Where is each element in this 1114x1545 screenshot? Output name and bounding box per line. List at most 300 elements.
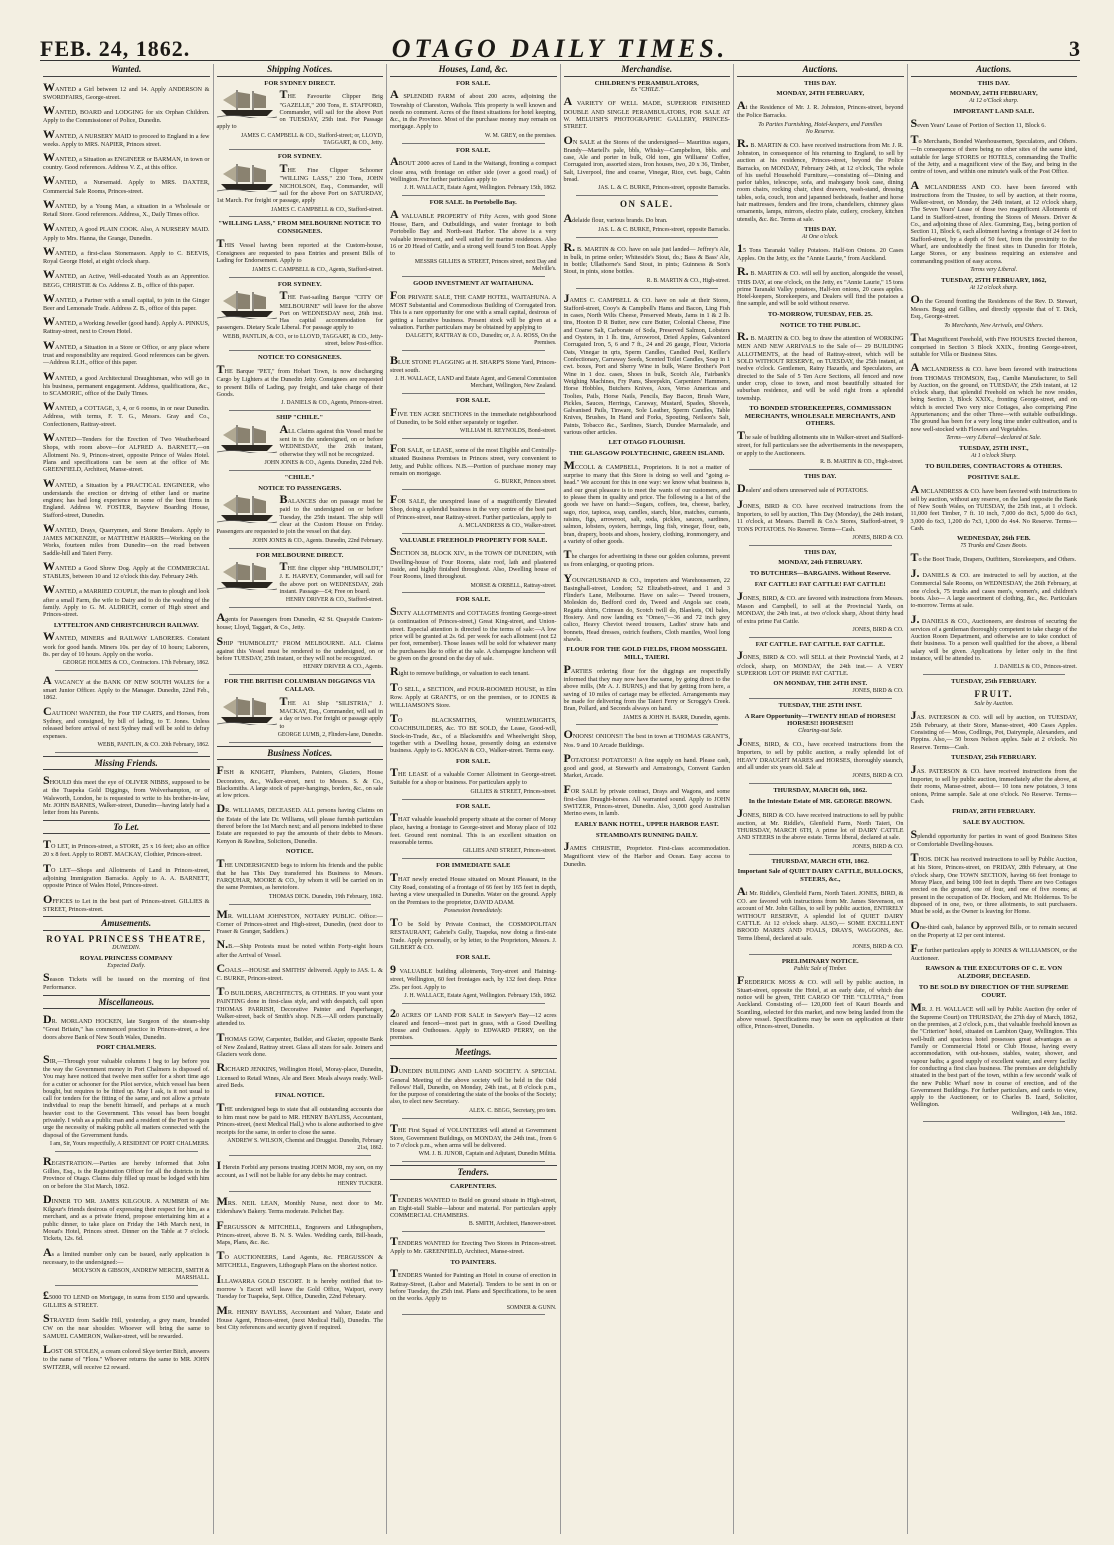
ad-title: TO BE SOLD BY DIRECTION OF THE SUPREME COURT. (918, 984, 1069, 999)
ad-signature: ANDREW S. WILSON, Chemist and Druggist. Dunedin, February 21st, 1862. (227, 1138, 383, 1151)
advertisement: COALS.—HOUSE and SMITHS' delivered. Apply to JAS. L. & C. BURKE, Princes-street. (216, 960, 383, 982)
ad-signature: GILLIES & STREET, Princes-street. (470, 788, 557, 795)
masthead (40, 36, 1080, 61)
advertisement: JAS. PATERSON & CO. have received instructions from the Importer, to sell by public auction, immediately after the above, at their rooms, Manse-street, about— 10 tons new potatoes, 3 tons onions, Prime sample. Sale at one o'clock. No Reserve. Terms—Cash. (910, 761, 1077, 805)
ad-signature: MORSE & ORBELL, Rattray-street. (470, 582, 557, 589)
advertisement: R. B. MARTIN & CO. will sell by auction, alongside the vessel, THIS DAY, at one o'clock, on the Jetty, ex "Annie Laurie," 15 tons prime Taranaki Valley potatoes, Half-ton onions, 20 cases apples. Hotel-keepers, Storekeepers, and Dealers will find the potatoes a fine sample, and will be sold without reserve. (737, 264, 904, 308)
ad-title: FAT CATTLE. FAT CATTLE. FAT CATTLE. (755, 640, 885, 648)
ad-signature: I am, Sir, Yours respectfully, A RESIDENT OF PORT CHALMERS. (49, 1141, 210, 1148)
page-number: 3 (1069, 36, 1080, 61)
advertisement: LOST OR STOLEN, a cream colored Skye terrier Bitch, answers to the name of "Flora." Whoever returns the same to MR. JOHN SWITZER, will receive £2 reward. (43, 1342, 210, 1371)
ad-divider (923, 674, 1066, 675)
ad-signature: HENRY DRIVER & CO., Agents. (303, 664, 383, 671)
advertisement: WANTED, MINERS and RAILWAY LABORERS. Constant work for good hands. Miners 10s. per day of 10 hours; Laborers, 8s. per day of 10 hours. Apply on the works. (43, 629, 210, 658)
advertisement: WANTED, a MARRIED COUPLE, the man to plough and look after a small Farm, the wife to Dairy and to do the washing of the family. Apply to G. M. ALDRICH, corner of High street and Princes-street. (43, 582, 210, 619)
ad-subtitle: At 12 o'Clock sharp. (969, 98, 1019, 105)
ad-title: GOOD INVESTMENT AT WAITAHUNA. (413, 280, 534, 288)
ad-title: Important Sale of QUIET DAIRY CATTLE, BULLOCKS, STEERS, &c., (737, 868, 903, 884)
ad-divider (55, 670, 198, 671)
advertisement: R. B. MARTIN & CO. have on sale just landed— Jeffrey's Ale, in bulk, in prime order; Whiteside's Stout, do.; Bass & Bass' Ale, in bottle; Ullathorne's Sand Stout, in pints; Guinness & Son's Stout, in pints, stone bottles. (563, 239, 730, 276)
ad-title: TO PAINTERS. (450, 1258, 497, 1266)
advertisement: That Magnificent Freehold, with Five HOUSES Erected thereon, comprised in Section 3 Block XXIX., fronting George-street, suitable for Villa or Business Sites. (910, 329, 1077, 359)
advertisement: JAS. PATERSON & CO. will sell by auction, on TUESDAY, 25th February, at their Store, Manse-street, 400 Cases Apples. Consisting of— Moss, Codlings, Pot, Dairymple, Alexanders, and Pippins. Also,— 50 boxes Nelson apples. Sale at 2 o'clock. No Reserve. Terms—Cash. (910, 707, 1077, 751)
ad-subtitle: At One o'clock. (801, 233, 839, 240)
ad-title: RAWSON & THE EXECUTORS OF C. E. VON ALZDORF, DECEASED. (925, 965, 1062, 981)
masthead-title: OTAGO DAILY TIMES. (391, 34, 729, 63)
ad-subtitle: Terms very Liberal. (970, 266, 1018, 273)
advertisement: MR. J. H. WALLACE will sell by Public Auction (by order of the Supreme Court) on THURSDAY, the 27th day of March, 1862, on the premises, at 2 o'clock, p.m., that valuable freehold known as the "Criterion" hotel, situated on Lambton Quay, Wellington. This well-built and spacious hotel possesses great advantages as a Family or Commercial Hotel or Club House, having every accommodation, with out-houses, stables, water, shower, and vapour baths; a good supply of excellent water, and every facility for conducting a first class business. The premises are delightfully situated in the best part of the town, within a few seconds' walk of the new Public Wharf now in course of erection, and of the Government Buildings. For further particulars, and cards to view, apply to the Auctioneer, or to Charles B. Izard, Solicitor, Wellington. (910, 999, 1077, 1109)
ad-signature: ALEX. C. BEGG, Secretary, pro tem. (468, 1107, 557, 1114)
ad-title: ON MONDAY, THE 24TH INST. (773, 680, 868, 688)
advertisement: The charges for advertising in these our golden columns, prevent us from enlarging, or quoting prices. (563, 547, 730, 569)
advertisement: JONES, BIRD & CO. have received instructions from the Importers, to sell by auction, This Day (Monday), the 24th instant, 11 o'clock, at Messrs. Darrell & Co.'s Stores, Stafford-street, 9 TONS POTATOES. No Reserve. Terms—Cash. (737, 496, 904, 533)
ad-signature: JAS. L. & C. BURKE, Princes-street, opposite Barracks. (598, 185, 730, 192)
sailing-ship-icon (217, 162, 277, 192)
ad-divider (402, 1118, 545, 1119)
section-heading: Amusements. (43, 916, 210, 931)
advertisement: REGISTRATION.—Parties are hereby informed that John Gillies, Esq., is the Registration Officer for all the districts in the Province of Otago. Claims duly filled up must be lodged with him on or before the 31st March, 1862. (43, 1153, 210, 1190)
sailing-ship-icon (217, 493, 277, 523)
ad-title: FOR MELBOURNE DIRECT. (256, 551, 344, 559)
advertisement: A MCLANDRESS AND CO. have been favored with instructions from the Trustee, to sell by auction, at their rooms, Walker-street, on Monday, the 24th instant, at 12 o'clock sharp, The Seven Years' Lease of those two magnificent Allotments of Land in Stafford-street, fronting the Stores of Messrs. Driver & Co., and adjoining those of Alex. Gumming, Esq., being portion of Section 11, Block 6, each allotment having a frontage of 24 feet to Stafford-street, by a depth of 50 feet, from the proximity to the Wharf, are undoubtedly the finest sites in Dunedin for Hotels, Large Stores, or any business requiring an extensive and commanding position of easy access. (910, 177, 1077, 265)
advertisement: RICHARD JENKINS, Wellington Hotel, Moray-place, Dunedin, Licensed to Retail Wines, Ale and Beer. Meals always ready. Well-aired Beds. (216, 1060, 383, 1089)
ad-signature: WILLIAM H. REYNOLDS, Bond-street. (459, 428, 557, 435)
ad-signature: WEBB, PANTLIN, & CO., or to LLOYD, TAGGART, & CO., Jetty-street, below Post-office. (222, 333, 383, 347)
section-heading: Meetings. (390, 1045, 557, 1060)
ad-display-title: FRUIT. (974, 688, 1014, 699)
section-heading: Tenders. (390, 1165, 557, 1180)
advertisement: SIR,—Through your valuable columns I beg to lay before you the way the Government money in Port Chalmers is disposed of. You may have noticed that twelve men suffer for a short time ago for a cutter or schooner for the Pilot service, which vessel has been bought, but requires to be fitted up. May I ask, is it not usual to call for tenders for the fitting of the same, and not allow a private individual to reap the benefit himself, and perhaps at a much heavier cost to the Government. This vessel has been bought privately. I wish as a public man and a resident of the Port to again urge the necessity of making public all matters connected with the disposal of the Government funds. (43, 1051, 210, 1139)
ad-signature: HENRY DRIVER & CO., Stafford-street. (285, 597, 383, 604)
ad-signature: JAS. L. & C. BURKE, Princes-street, opposite Barracks. (598, 226, 730, 233)
ad-divider (229, 742, 372, 743)
ad-title: FOR SALE. (456, 146, 491, 154)
ad-divider (749, 637, 892, 638)
ad-title: CHILDREN'S PERAMBULATORS, (594, 79, 699, 87)
ad-title: MONDAY, 24TH FEBRUARY, (776, 90, 865, 98)
ad-subtitle: At 1 o'clock Sharp. (970, 452, 1017, 459)
ad-title: SHIP "CHILE." (276, 414, 324, 422)
advertisement: WANTED, A good PLAIN COOK. Also, A NURSERY MAID. Apply to Mrs. Hanna, the Grange, Dunedin. (43, 220, 210, 242)
ad-divider (402, 1003, 545, 1004)
ad-title: POSITIVE SALE. (967, 473, 1020, 481)
ad-title: FOR SALE. (456, 596, 491, 604)
ad-subtitle: Sale by Auction. (974, 700, 1014, 707)
advertisement: 20 ACRES OF LAND FOR SALE in Sawyer's Bay—12 acres cleared and fenced—most part in grass, with a Good Dwelling House and Outhouses. Apply to EDWARD PERRY, on the premises. (390, 1005, 557, 1042)
advertisement: THAT newly erected House situated on Mount Pleasant, in the City Road, consisting of a frontage of 66 feet by 165 feet in depth, having a view unequalled in Dunedin. Water on the ground. Apply on the Premises to the proprietor, DAVID ADAM. (390, 870, 557, 906)
ad-title: MONDAY, 24TH FEBRUARY, (949, 90, 1038, 98)
advertisement: N.B.—Ship Protests must be noted within Forty-eight hours after the Arrival of Vessel. (216, 937, 383, 959)
ad-signature: JONES, BIRD & CO. (852, 773, 904, 780)
ad-title: LET OTAGO FLOURISH. (608, 439, 686, 447)
ad-title: FOR SYDNEY. (277, 153, 322, 161)
ad-title: A Rare Opportunity—TWENTY HEAD of HORSES! HORSES!! HORSES!!! (744, 712, 896, 728)
advertisement: On the Ground fronting the Residences of the Rev. D. Stewart, Messrs. Begg and Gillies, and directly opposite that of T. Dick, Esq., George-street. (910, 291, 1077, 321)
advertisement: £5000 TO LEND on Mortgage, in sums from £150 and upwards. GILLIES & STREET. (43, 1287, 210, 1309)
advertisement: As a limited number only can be issued, early application is necessary, to the undersigned:— (43, 1244, 210, 1266)
ad-divider (402, 276, 545, 277)
ad-subtitle: At 12 o'clock sharp. (969, 284, 1018, 291)
ad-divider (576, 237, 719, 238)
advertisement: A VALUABLE PROPERTY of Fifty Acres, with good Stone House, Barn, and Outbuildings, and water frontage to both Portobello Bay and North-east Harbor. The above is a very valuable investment, and well suited for marine residences. Also 16 or 20 Head of Cattle, and a strong well found 5 ton Boat. Apply to (390, 206, 557, 258)
advertisement: MR. HENRY BAYLISS, Accountant and Valuer, Estate and House Agent, Princes-street, (next Medical Hall), Dunedin. The best City references and security given if required. (216, 1302, 383, 1332)
advertisement: At Mr. Riddle's, Glenfield Farm, North Taieri. JONES, BIRD, & CO. are favored with instructions from Mr. James Stevenson, on account of Mr. John Gillies, to sell by public auction, ENTIRELY WITHOUT RESERVE, A splendid lot of QUIET DAIRY CATTLE. At 12 o'clock sharp. ALSO,— SOME EXCELLENT BROOD MARES AND FOALS, DRAYS, WAGGONS, &c. Terms liberal, declared at sale. (737, 883, 904, 942)
advertisement: For further particulars apply to JONES & WILLIAMSON, or the Auctioneer. (910, 941, 1077, 963)
ad-title: NOTICE TO THE PUBLIC. (779, 321, 861, 329)
advertisement: WANTED, A NURSERY MAID to proceed to England in a few weeks. Apply to MRS. NAPIER, Princes street. (43, 126, 210, 148)
advertisement: FISH & KNIGHT, Plumbers, Painters, Glaziers, House Decorators, &c., Walker-street, next to Messrs. S. & Co., Blacksmiths. A large stock of paper-hangings, borders, &c., on sale at low prices. (216, 763, 383, 800)
advertisement: TENDERS WANTED for Erecting Two Stores in Princes-street. Apply to Mr. GREENFIELD, Architect, Manse-street. (390, 1234, 557, 1256)
ad-signature: GEORGE HOLMES & CO., Contractors. 17th February, 1862. (62, 660, 210, 667)
ad-title: FOR SALE. (456, 757, 491, 765)
ad-title: FOR SALE. (456, 802, 491, 810)
ad-title: SALE BY AUCTION. (962, 818, 1025, 826)
ad-divider (402, 143, 545, 144)
ad-title: FRIDAY, 28TH FEBRUARY. (952, 808, 1036, 816)
advertisement: WANTED, a Nursemaid. Apply to MRS. DAXTER, Commercial Sale Rooms, Princes-street. (43, 173, 210, 195)
advertisement: WANTED, a COTTAGE, 3, 4, or 6 rooms, in or near Dunedin. Address, with terms, F. T. G., Messrs. Gray and Co., Confectioners, Rattray-street. (43, 399, 210, 428)
ad-signature: JAMES & JOHN H. BARR, Dunedin, agents. (623, 714, 730, 721)
ad-title: THURSDAY, MARCH 6th, 1862. (773, 787, 868, 795)
ad-title: PORT CHALMERS. (96, 1044, 156, 1051)
ad-divider (55, 752, 198, 753)
ad-title: WEDNESDAY, 26th FEB. (956, 535, 1031, 543)
advertisement: A SPLENDID FARM of about 200 acres, adjoining the Township of Clareston, Waihola. This property is well known and needs no comment. Acres of the finest situations for hotel keeping, &c., in the Province. Most of the purchase money may remain on mortgage. Apply to (390, 87, 557, 131)
ad-title: PRELIMINARY NOTICE. (781, 957, 859, 965)
ad-signature: B. SMITH, Architect, Hanover-street. (468, 1221, 557, 1228)
advertisement: WANTED, a Situation as ENGINEER or BARMAN, in town or country. Good references. Address V. Z., at this office. (43, 150, 210, 172)
ad-title: In the Intestate Estate of MR. GEORGE BROWN. (748, 797, 892, 805)
ad-signature: JAMES C. CAMPBELL & CO., Stafford-street. (271, 206, 383, 213)
column-wanted (40, 64, 214, 1534)
column-heading: Houses, Land, &c. (390, 64, 557, 77)
ad-title: TUESDAY, THE 25TH INST. (778, 701, 862, 709)
ad-divider (576, 195, 719, 196)
ad-divider (749, 698, 892, 699)
advertisement: WANTED, a Partner with a small capital, to join in the Ginger Beer and Lemonade Trade. Address Z. B., office of this paper. (43, 290, 210, 312)
ad-divider (576, 288, 719, 289)
advertisement: At the Residence of Mr. J. R. Johnston, Princes-street, beyond the Police Barracks. (737, 98, 904, 120)
advertisement: SHOULD this meet the eye of OLIVER NIBBS, supposed to be at the Tuapeka Gold Diggings, from Wolverhampton, or of Walsworth, London, he is requested to write to his brother-in-law, Mr. JOHN BARNES, Walker-street, Dunedin—having lately had a letter from his Parents. (43, 773, 210, 817)
ad-signature: GILLIES AND STREET, Princes-street. (462, 848, 557, 855)
advertisement: DR. MORLAND HOCKEN, late Surgeon of the steam-ship "Great Britain," has commenced practice in Princes-street, a few doors above Bank of New South Wales, Dunedin. (43, 1012, 210, 1041)
ad-title: TO BONDED STOREKEEPERS, COMMISSION MERCHANTS, WHOLESALE MERCHANTS, AND OTHERS. (744, 404, 896, 428)
ad-title: THE GLASGOW POLYTECHNIC, GREEN ISLAND. (569, 450, 725, 458)
advertisement: WANTED, a Situation in a Store or Office, or any place where trust and responsibility are required. Good references can be given.—Address R.I.H., office of this paper. (43, 337, 210, 367)
ad-title: TUESDAY, 25th FEBRUARY. (951, 678, 1037, 686)
ad-divider (402, 1231, 545, 1232)
advertisement: WANTED—Tenders for the Erection of Two Weatherboard Shops, with room above—for ALFRED A. BARNETT,—on Allotment No. 9, Princes-street, opposite Prince of Wales Hotel. Plans and specifications can be seen at the office of Mr. GREENFIELD, Architect, Manse-street. (43, 430, 210, 474)
advertisement: THE LEASE of a valuable Corner Allotment in George-street. Suitable for a shop or business. For particulars apply to (390, 765, 557, 787)
ad-signature: A. MCLANDRESS & CO., Walker-street. (458, 522, 557, 529)
ad-display-title: ON SALE. (619, 199, 674, 210)
ad-divider (229, 1155, 372, 1156)
ad-title: FOR THE BRITISH COLUMBIAN DIGGINGS VIA CALLAO. (224, 678, 376, 694)
ad-signature: GEORGE LUMB, 2, Flinders-lane, Dunedin. (277, 731, 383, 738)
section-heading: Miscellaneous. (43, 995, 210, 1010)
section-heading: Missing Friends. (43, 756, 210, 771)
ad-subtitle: Public Sale of Timber. (793, 965, 847, 972)
ad-display-title: ROYAL PRINCESS THEATRE, (46, 933, 207, 944)
columns-container (40, 64, 1080, 1534)
advertisement: CAUTION! WANTED, the Four TIP CARTS, and Horses, from Sydney, and consigned, by bill of lading, to T. Jones. Unless released before arrival of next Sydney mail will be sold to defray expenses. (43, 703, 210, 740)
advertisement: THAT valuable leasehold property situate at the corner of Moray place, having a frontage to George-street and Moray place of 102 feet. Ground rent nominal. This is an excellent situation on reasonable terms. (390, 810, 557, 847)
advertisement: TO AUCTIONEERS, Land Agents, &c. FERGUSSON & MITCHELL, Engravers, Lithograph Plans on the shortest notice. (216, 1248, 383, 1270)
ad-divider (229, 149, 372, 150)
advertisement: To the Boot Trade, Drapers, Outfitters, Storekeepers, and Others. (910, 550, 1077, 565)
ad-title: LYTTELTON AND CHRISTCHURCH RAILWAY. (53, 621, 199, 629)
ad-divider (402, 1314, 545, 1315)
ad-signature: JONES, BIRD & CO. (852, 943, 904, 950)
ad-divider (749, 854, 892, 855)
ad-divider (576, 724, 719, 725)
advertisement: R. B. MARTIN & CO. beg to draw the attention of WORKING MEN AND NEW ARRIVALS to the Sale of— 29 BUILDING ALLOTMENTS, at the head of Rattray-street, which will be SOLD WITHOUT RESERVE, on TUESDAY, the 25th instant, at twelve o'clock. Gentlemen, Rainy Hazards, and Speculators, are directed to the Sale of 5 Ten Acre Sections, all fenced and now under crop, close to town, and most beautifully situated for suburban residence, and will be sold right from a splendid township. (737, 329, 904, 402)
ad-title: FOR SYDNEY. (277, 280, 322, 288)
shipping-ad: ALL Claims against this Vessel must be sent in to the undersigned, on or before WEDNESDAY, the 26th instant, otherwise they will not be recognized. (279, 421, 383, 458)
ad-title: FOR SYDNEY DIRECT. (264, 79, 336, 87)
advertisement: A VARIETY OF WELL MADE, SUPERIOR FINISHED DOUBLE AND SINGLE PERAMBULATORS, FOR SALE AT W. MELUISH'S PHOTOGRAPHIC GALLERY, PRINCES-STREET. (563, 94, 730, 131)
ad-title: FINAL NOTICE. (275, 1092, 325, 1100)
advertisement: PARTIES ordering flour for the diggings are respectfully informed that they may now have the same, by going direct to the above mills, (Mr A. J. BURNS,) and that by getting from here, a saving of 10 miles of cartage may be effected. Arrangements may be made for delivering from the Taieri Ferry or Scroggy's Creek. Bran, Pollard, and Seconds always on hand. (563, 661, 730, 713)
column-auctions-1 (734, 64, 908, 1534)
ad-title: NOTICE TO PASSENGERS. (258, 484, 342, 492)
ad-title: CARPENTERS. (450, 1182, 497, 1190)
advertisement: FREDERICK MOSS & CO. will sell by public auction, in Stuart-street, opposite the Hotel, at an early date, of which due notice will be given, THE CARGO OF THE "CLUTHA," from Auckland. Consisting of— 120,000 feet of Kauri Boards and Scantling, selected for this market, and now being landed from the above vessel. Specifications may be seen on application at their office, Princes-street, Dunedin. (737, 972, 904, 1031)
ad-subtitle: Expected Daily. (107, 963, 146, 970)
ad-subtitle: To Merchants, New Arrivals, and Others. (944, 322, 1044, 329)
ad-signature: R. B. MARTIN & CO., High-street. (646, 277, 730, 284)
advertisement: DR. WILLIAMS, DECEASED. ALL persons having Claims on the Estate of the late Dr. Williams, will please furnish particulars thereof before the 1st March next; and all persons indebted to these Estate are requested to pay the amounts of their debts to Messrs. Kenyon & Rawlins, Solicitors, Dunedin. (216, 801, 383, 845)
advertisement: THE undersigned begs to state that all outstanding accounts due to him must now be paid to MR. HENRY BAYLISS, Accountant, Princes-street, (next Medical Hall,) who is alone authorised to give receipts for the same, in order to close the same. (216, 1100, 383, 1136)
ad-divider (402, 592, 545, 593)
advertisement: WANTED, a good Architectural Draughtsman, who will go in his business, permanent engagement. Address, qualifications, &c., to SCAMORIC, office of the Daily Times. (43, 368, 210, 398)
ad-signature: JAMES C. CAMPBELL & CO., Agents, Stafford-street. (252, 266, 383, 273)
ad-signature: WEBB, PANTLIN, & CO. 20th February, 1862. (97, 741, 210, 748)
advertisement: FOR PRIVATE SALE, THE CAMP HOTEL, WAITAHUNA. A MOST Substantial and Commodious Building of Corrugated Iron. This is a rare opportunity for one with a small capital, desirous of getting a lucrative business. Present stock will be given at a valuation. Further particulars may be obtained by applying to (390, 287, 557, 331)
advertisement: WANTED, Drays, Quarrymen, and Stone Breakers. Apply to JAMES MCKENZIE, or MATTHEW HARRIS—Working on the Works, fourteen miles from Dunedin—on the road between Saddle-hill and Taieri Ferry. (43, 520, 210, 557)
advertisement: Adelaide flour, various brands. Do bran. (563, 210, 668, 225)
ad-title: FOR IMMEDIATE SALE (436, 862, 511, 870)
advertisement: FERGUSSON & MITCHELL, Engravers and Lithographers, Princes-street, above B. N. S. Wales. Wedding cards, Bill-heads, Maps, Plans, &c. &c. (216, 1217, 383, 1246)
ad-signature: JONES, BIRD & CO. (852, 534, 904, 541)
ad-subtitle: 75 Trunks and Cases Boots. (960, 542, 1028, 549)
shipping-ad: THE Favourite Clipper Brig "GAZELLE," 200 Tons, E. STAFFORD, Commander, will sail for the above Port on TUESDAY, 25th inst. For Passage apply to (216, 87, 383, 131)
ad-title: FAT CATTLE! FAT CATTLE! FAT CATTLE! (754, 581, 886, 588)
ad-signature: JAMES C. CAMPBELL & CO., Stafford-street; or, LLOYD, TAGGART, & CO., Jetty. (240, 132, 383, 146)
ad-subtitle: DUNEDIN. (112, 945, 141, 952)
advertisement: ONIONS! ONIONS!! The best in town at THOMAS GRANT'S, Nos. 9 and 10 Arcade Buildings. (563, 727, 730, 749)
ad-title: MONDAY, 24th FEBRUARY. (778, 559, 863, 567)
advertisement: JONES, BIRD & CO. have received instructions to sell by public auction, at Mr. Riddle's, Glenfield Farm, North Taieri, On THURSDAY, MARCH 6TH, A prime lot of DAIRY CATTLE AND STEERS in the above estate. Terms liberal, declared at sale. (737, 805, 904, 842)
sailing-ship-icon (217, 560, 277, 590)
advertisement: The sale of building allotments site in Walker-street and Stafford-street, for full particulars see the advertisements in the newspapers, or apply to the Auctioneers. (737, 428, 904, 457)
ad-title: ROYAL PRINCESS COMPANY (79, 955, 173, 963)
advertisement: TO SELL, a SECTION, and FOUR-ROOMED HOUSE, in Elm Row. Apply at GRANT'S, or on the premises, or to JONES & WILLIAMSON'S Store. (390, 680, 557, 709)
advertisement: ON SALE at the Stores of the undersigned— Mauritius sugars, Brandy—Martell's pale, bbls, Whisky—Campbelton, bbls. and case, Ale and porter in bulk, Old tom, gin Williams' Coffee, Corrugated iron, assorted sizes, Iron houses, two, 20 x 36, Timber, Salt, Liverpool, fine and coarse, Vinegar, Rice, cwt. bags, Cabin bread. (563, 132, 730, 183)
ad-divider (749, 783, 892, 784)
section-heading: Business Notices. (217, 746, 384, 761)
ad-divider (229, 470, 372, 471)
advertisement: FIVE TEN ACRE SECTIONS in the immediate neighbourhood of Dunedin, to be Sold either separately or together. (390, 404, 557, 426)
advertisement: I Herein Forbid any persons trusting JOHN MOR, my son, on my account, as I will not be liable for any debts he may contract. (216, 1157, 383, 1179)
advertisement: POTATOES! POTATOES!! A fine supply on hand. Please cash, good and good, at Stewart's and Armstrong's, Convent Garden Market, Arcade. (563, 750, 730, 780)
shipping-ad: THE A1 Ship "SILISTRIA," J. MACKAY, Esq., Commander, will sail in a day or two. For freight or passage apply to (279, 693, 383, 730)
ad-title: VALUABLE FREEHOLD PROPERTY FOR SALE. (399, 536, 548, 544)
ad-signature: J. H. WALLACE, LAND and Estate Agent, and General Commission Merchant, Wellington, New Zealand. (395, 376, 557, 390)
ad-title: NOTICE. (285, 847, 314, 855)
ad-divider (229, 277, 372, 278)
column-shipping (214, 64, 388, 1534)
ad-title: THIS DAY. (804, 472, 837, 480)
ad-subtitle: No Reserve. (805, 128, 835, 135)
section-heading: To Let. (43, 820, 210, 835)
ad-signature: R. B. MARTIN & CO., High-street. (820, 459, 904, 466)
ad-subtitle: Clearing-out Sale. (798, 728, 843, 735)
ad-divider (229, 410, 372, 411)
ad-title: EARLY BANK HOTEL, UPPER HARBOR EAST. (574, 820, 719, 828)
advertisement: FOR SALE, or LEASE, some of the most Eligible and Centrally-situated Business Premises in Princes street, very convenient to Jetty, and Public offices. N.B.—Portion of purchase money may remain on mortgage. (390, 441, 557, 477)
ad-divider (402, 533, 545, 534)
advertisement: MCCOLL & CAMPBELL, Proprietors. It is not a matter of surprise to many that this Store is doing so well and "going a-head." We account for this in one way: we know what business is, and our great pleasure is to meet the wants of our customers, and to please them in quality and price. The following is a list of the goods we have on hand:—Sugars, coffees, tea, cheese, barley, sago, rice, tapioca, soap, candles, starch, blue, matches, currants, raisins, figs, arrowroot, salt, soda, pickles, sauces, sardines, salmon, lobsters, oysters, herrings, ling fish, vinegar, flour, oats, bran, drapery, boots and shoes, hosiery, clothing, ironmongery, and a variety of other goods. (563, 457, 730, 545)
ad-title: THIS DAY, (804, 548, 837, 556)
ad-title: STEAMBOATS RUNNING DAILY. (595, 831, 698, 839)
ad-divider (402, 195, 545, 196)
advertisement: STRAYED from Saddle Hill, yesterday, a grey mare, branded CW on the near shoulder. Whoever will bring the same to SAMUEL CAMERON, Walker-street, will be rewarded. (43, 1311, 210, 1340)
ad-signature: JOHN JONES & CO., Agents. Dunedin, 22nd Feb. (264, 459, 383, 466)
column-heading: Auctions. (737, 64, 904, 77)
advertisement: Right to remove buildings, or valuation to each tenant. (390, 664, 530, 679)
column-houses-land (387, 64, 561, 1534)
advertisement: TO BLACKSMITHS, WHEELWRIGHTS, COACHBUILDERS, &c. TO BE SOLD, the Lease, Good-will, Stock-in-Trade, &c., of a Blacksmith's and Wheelwright Shop, together with a Dwelling house, presently doing an extensive business. Apply to G. MOGAN & CO., Walker-street. Terms easy. (390, 711, 557, 755)
advertisement: MRS. NEIL LEAN, Monthly Nurse, next door to Mr. Eldershaw's Bakery. Terms moderate. Pelichet Bay. (216, 1194, 383, 1216)
ad-divider (229, 548, 372, 549)
ad-title: THIS DAY. (804, 226, 837, 234)
advertisement: SHIP "HUMBOLDT," FROM MELBOURNE. ALL Claims against this Vessel must be rendered to the undersigned, on or before TUESDAY, 25th instant, or they will not be recognized. (216, 633, 383, 663)
advertisement: THOMAS GOW, Carpenter, Builder, and Glazier, opposite Bank of New Zealand, Rattray street. Glass all sizes for sale. Joiners and Glaziers work done. (216, 1029, 383, 1059)
column-heading: Shipping Notices. (217, 64, 384, 77)
advertisement: YOUNGHUSBAND & CO., importers and Warehousemen, 22 Basinghall-street, London; 52 Elizabeth-street, and 1 and 3 Flinder's Lane, Melbourne. Have on sale:— Tweed trousers, Moleskin do, Bedford cord do, Tweed and Angola sac coats, Regatta shirts, Crimean do, Scotch twill do, Blankets, Oil bales, Hosiery. And now landing ex "Omeo,"—36 and 72 inch grey calico, Heavy Cheviot tweed trousers, Ladies' straw hats and bonnets, Head dresses, ostrich feathers, Cloth mantles, Wool long shawls. (563, 570, 730, 644)
advertisement: THIS Vessel having been reported at the Custom-house, Consignees are requested to pass Entries and present Bills of Lading for Endorsement. Apply to (216, 235, 383, 265)
advertisement: SIXTY ALLOTMENTS and COTTAGES fronting George-street (a continuation of Princes-street,) Great King-street, and Union-street. Especial attention is directed to the terms of sale:—A low price will be granted at 2s. 6d. per week for each allotment (not £2 per foot, remember). Those leases will be sold for whatever many the purchasers like to offer at the sale. A champagne luncheon will be given on the ground on the day of sale. (390, 604, 557, 662)
advertisement: Dealers' and others unreserved sale of POTATOES. (737, 480, 869, 495)
ad-divider (229, 350, 372, 351)
ad-divider (402, 438, 545, 439)
advertisement: MR. WILLIAM JOHNSTON, NOTARY PUBLIC. Office:—Corner of Princes-street and High-street, Dunedin, (next door to Fraser & Granger, Saddlers.) (216, 906, 383, 936)
ad-title: TO BUILDERS, CONTRACTORS & OTHERS. (925, 462, 1063, 470)
ad-signature: JONES, BIRD & CO. (852, 843, 904, 850)
advertisement: TO LET—Shops and Allotments of Land in Princes-street, adjoining Immigration Barracks. Apply to A. A. BARNETT, opposite Prince of Wales Hotel, Princes-street. (43, 860, 210, 890)
ad-divider (229, 1191, 372, 1192)
advertisement: A MCLANDRESS & CO. have been favored with instructions to sell by auction, without any reserve, on the land opposite the Bank of New South Wales, on TUESDAY, the 25th inst., at 1 o'clock. 11,000 feet Timber, 7 ft. 10 inch, 7,000 do 8x3, 5,000 do 6x3, 3,000 do 6x3, 1,200 do 7x3, 1,000 do 4x4. No Reserve. Terms—Cash. (910, 481, 1077, 532)
advertisement: J. DANIELS & CO., Auctioneers, are desirous of securing the services of a gentleman thoroughly competent to take charge of the Auction Room Department, and otherwise are to take conduct of their business. To a person well qualified for the above, a liberal salary will be given. Applications by letter only in the first instance, will be attended to. (910, 611, 1077, 663)
ad-divider (229, 216, 372, 217)
ad-divider (55, 1151, 198, 1152)
ad-subtitle: Terms—very Liberal—declared at Sale. (946, 435, 1042, 442)
ad-signature: J. DANIELS & CO., Princes-street. (994, 664, 1077, 671)
ad-title: FOR SALE. In Portobello Bay. (429, 198, 517, 206)
advertisement: WANTED a Good Shrew Dog. Apply at the COMMERCIAL STABLES, between 10 and 12 o'clock this day. February 24th. (43, 559, 210, 581)
advertisement: ABOUT 2000 acres of Land in the Waitangi, fronting a compact close area, with frontage on either side (over a good road,) of Wellington. For further particulars apply to (390, 154, 557, 183)
advertisement: JONES, BIRD & CO. will SELL at their Provincial Yards, at 2 o'clock, sharp, on MONDAY, the 24th inst.— A VERY SUPERIOR LOT OF PRIME FAT CATTLE. (737, 648, 904, 677)
ad-title: "CHILE." (284, 473, 315, 481)
shipping-ad: BALANCES due on passage must be paid to the undersigned on or before Tuesday, the 25th instant. The ship will clear at the Custom House on Friday. Passengers are requested to join the vessel on that day. (216, 492, 383, 536)
ad-title: TO-MORROW, TUESDAY, FEB. 25. (767, 310, 873, 318)
column-heading: Merchandise. (564, 64, 731, 77)
advertisement: BLUE STONE FLAGGING at H. SHARP'S Stone Yard, Princes-street south. (390, 352, 557, 375)
ad-divider (749, 545, 892, 546)
sailing-ship-icon (217, 423, 277, 453)
sailing-ship-icon (217, 289, 277, 319)
advertisement: Splendid opportunity for parties in want of good Business Sites or Comfortable Dwelling-houses. (910, 826, 1077, 848)
ad-divider (402, 489, 545, 490)
ad-divider (229, 904, 372, 905)
advertisement: WANTED, a Situation by a PRACTICAL ENGINEER, who understands the erection or driving of either land or marine engines; has had long experience in some of the best firms in England. Address W. FOSTER, Bayview Boarding House, Stafford-street, Dunedin. (43, 475, 210, 519)
sailing-ship-icon (217, 88, 277, 118)
advertisement: THE UNDERSIGNED begs to inform his friends and the public that he has This Day transferred his Business to Messrs. FARQUHAR, MOORE & CO., by whom it will be carried on in the same Premises, as heretofore. (216, 855, 383, 892)
shipping-ad: THE fine clipper ship "HUMBOLDT," J. E. HARVEY, Commander, will sail for the above port on WEDNESDAY, 26th instant. Passage—£4; Free on board. (279, 559, 383, 596)
ad-title: FLOUR FOR THE GOLD FIELDS, FROM MOSSGIEL MILL, TAIERI. (566, 646, 728, 662)
ad-title: FOR SALE. (456, 954, 491, 962)
advertisement: THOS. DICK has received instructions to sell by Public Auction, at his Store, Princes-street, on FRIDAY, 28th February, at One o'clock sharp, One TOWN SECTION, having 66 feet frontage to Moray Place, and being 100 feet in depth. There are two Cottages erected on the ground, one of four, and one of five rooms; at present in the occupation of Dr. Hocken, and Mr. Holdernus. To be disposed of in one, two, or three allotments, to suit purchasers. Must be sold, as the Owner is leaving for Home. (910, 850, 1077, 916)
ad-divider (55, 1285, 198, 1286)
ad-divider (402, 393, 545, 394)
column-merchandise (561, 64, 735, 1534)
column-auctions-2 (908, 64, 1081, 1534)
ad-signature: JONES, BIRD & CO. (852, 688, 904, 694)
advertisement: R. B. MARTIN & CO. have received instructions from Mr. J. R. Johnston, in consequence of his returning to England, to sell by auction at his residence, Princes-street, beyond the Police Barracks, on MONDAY, February 24th, at 12 o'clock, The whole of his useful Household Furniture,—consisting of—Dining and parlor tables, telescope, sofa, and mahogany book case, dining room chairs, rocking chair, chest drawers, wash-stand, dressing tables, sofa, couch, iron and japanned bedsteads, feather and horse hair mattresses, fenders and fire irons, chandeliers, chimney glass ornaments, lamps, mirrors, electro plate, cutlery, crockery, kitchen utensils, &c. &c. Terms at sale. (737, 135, 904, 223)
ad-title: THIS DAY. (804, 79, 837, 87)
advertisement: To Merchants, Bonded Warehousemen, Speculators, and Others.—In consequence of there being no other sites of the same kind, suitable for large STORES or HOTELS, commanding the Traffic of the Jetty, and a magnificent view of the Bay, and being in the centre of town, and within one minute's walk of the Post Office. (910, 132, 1077, 176)
ad-subtitle: To Parties Furnishing, Hotel-keepers, and Families (758, 121, 883, 128)
advertisement: WANTED a Girl between 12 and 14. Apply ANDERSON & SWORDFAIRS, George-street. (43, 79, 210, 101)
advertisement: OFFICES to Let in the best part of Princes-street. GILLIES & STREET, Princes-street. (43, 891, 210, 913)
advertisement: TO be Sold by Private Contract, the COSMOPOLITAN RESTAURANT, Gabriel's Gully, Tuapeka, now doing a first-rate Trade. Apply personally, or by letter, to the Proprietors, Messrs. J. GILBERT & CO. (390, 915, 557, 951)
ad-divider (402, 350, 545, 351)
advertisement: Agents for Passengers from Dunedin, 42 St. Quayside Custom-house; Lloyd, Taggart, & Co., Jetty. (216, 610, 383, 632)
ad-title: THIS DAY. (977, 79, 1010, 87)
ad-title: TUESDAY, 25th FEBRUARY. (951, 754, 1037, 762)
ad-subtitle: Ex "CHILE." (630, 87, 663, 94)
sailing-ship-icon (217, 695, 277, 725)
ad-title: IMPORTANT LAND SALE. (953, 108, 1035, 116)
ad-title: FOR SALE. (456, 79, 491, 87)
advertisement: TENDERS WANTED to Build on ground situate in High-street, an Eight-stall Stable—labour and material. For particulars apply COMMERCIAL CHAMBERS. (390, 1190, 557, 1220)
ad-divider (749, 469, 892, 470)
ad-signature: Wellington, 14th Jan., 1862. (1011, 1110, 1077, 1117)
ad-signature: HENRY TUCKER. (337, 1181, 383, 1188)
advertisement: 15 Tons Taranaki Valley Potatoes. Half-ton Onions. 20 Cases Apples. On the Jetty, ex the "Annie Laurie," from Auckland. (737, 240, 904, 263)
column-heading: Auctions. (911, 64, 1078, 77)
ad-signature: THOMAS DICK. Dunedin, 19th February, 1862. (268, 893, 383, 900)
advertisement: Season Tickets will be issued on the morning of first Performance. (43, 970, 210, 992)
advertisement: FOR SALE, the unexpired lease of a magnificently Elevated Shop, doing a splendid business in the very centre of the best part of Princes-street, near Rattray-street. Further particulars, apply to (390, 492, 557, 521)
ad-divider (229, 607, 372, 608)
advertisement: WANTED, by a Young Man, a situation in a Wholesale or Retail Store. Good references. Address, X., Daily Times office. (43, 196, 210, 219)
shipping-ad: THE Fast-sailing Barque "CITY OF MELBOURNE" will leave for the above Port on WEDNESDAY next, 26th inst. Has capital accommodation for passengers. Dietary Scale Liberal. For passage apply to (216, 288, 383, 332)
column-heading: Wanted. (43, 64, 210, 77)
masthead-date: FEB. 24, 1862. (40, 36, 191, 61)
advertisement: Seven Years' Lease of Portion of Section 11, Block 6. (910, 115, 1046, 130)
ad-signature: SOMNER & GUNN. (506, 1304, 557, 1311)
ad-signature: MESSRS GILLIES & STREET, Princes street, next Day and Melville's. (414, 259, 557, 273)
ad-divider (749, 954, 892, 955)
advertisement: WANTED, a Working Jeweller (good hand). Apply A. PINKUS, Rattray-street, next to Crown Hotel. (43, 314, 210, 336)
ad-divider (229, 674, 372, 675)
advertisement: ILLAWARRA GOLD ESCORT. It is hereby notified that to-morrow 's Escort will leave the Gold Office, Waipori, every Tuesday for Tuapeka, Sept. Office, Dunedin, 22nd February. (216, 1271, 383, 1301)
ad-signature: WM. J. B. JUNOR, Captain and Adjutant, Dunedin Militia. (418, 1151, 557, 1158)
advertisement: SECTION 38, BLOCK XIV., in the TOWN OF DUNEDIN, with Dwelling-house of Four Rooms, slate roof, lath and plastered inside, and highly finished throughout. Also, Dwelling house of Four Rooms, lined throughout. (390, 544, 557, 581)
ad-signature: J. H. WALLACE, Estate Agent, Wellington. February 15th, 1862. (404, 185, 557, 192)
